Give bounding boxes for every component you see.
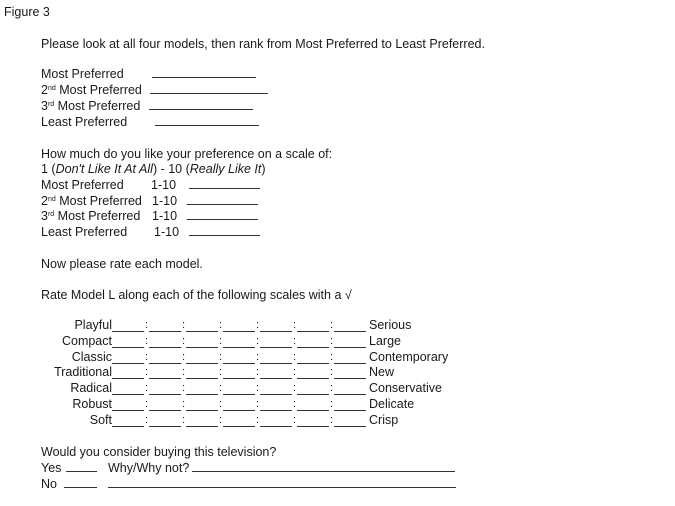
pref-3rd-blank[interactable] — [187, 207, 258, 220]
scale-points — [112, 334, 366, 348]
scale-separator: : — [181, 366, 186, 378]
scale-separator: : — [329, 398, 334, 410]
pref-row-least — [41, 224, 127, 240]
no-blank[interactable] — [64, 475, 97, 488]
scale-point-blank[interactable] — [112, 365, 144, 379]
scale-separator: : — [329, 335, 334, 347]
pref-range: 1-10 — [151, 178, 177, 192]
scale-point-blank[interactable] — [297, 413, 329, 427]
scale-separator: : — [144, 398, 149, 410]
scale-separator: : — [218, 414, 223, 426]
scale-points — [112, 381, 366, 395]
rank-ordinal: 2 — [41, 83, 48, 97]
scale-separator: : — [181, 335, 186, 347]
scale-points — [112, 413, 366, 427]
scale-point-blank[interactable] — [186, 350, 218, 364]
scale-separator: : — [144, 351, 149, 363]
scale-point-blank[interactable] — [334, 413, 366, 427]
scale-point-blank[interactable] — [186, 334, 218, 348]
scale-point-blank[interactable] — [260, 397, 292, 411]
scale-separator: : — [181, 351, 186, 363]
rank-label: Most Preferred — [55, 83, 142, 97]
scale-right-label: Contemporary — [369, 350, 449, 364]
scale-point-blank[interactable] — [112, 318, 144, 332]
pref-range: 1-10 — [152, 209, 178, 223]
scale-separator: : — [181, 398, 186, 410]
scale-points — [112, 397, 366, 411]
scale-point-blank[interactable] — [112, 334, 144, 348]
scale-min-number: 1 — [41, 162, 48, 176]
why-label: Why/Why not? — [108, 461, 190, 475]
scale-point-blank[interactable] — [297, 334, 329, 348]
scale-max-label: Really Like It — [189, 162, 262, 176]
scale-point-blank[interactable] — [297, 397, 329, 411]
scale-separator: : — [218, 351, 223, 363]
rate-instruction: Rate Model L along each of the following scales with a √ — [41, 288, 352, 302]
scale-point-blank[interactable] — [149, 381, 181, 395]
scale-point-blank[interactable] — [334, 365, 366, 379]
scale-points — [112, 318, 366, 332]
scale-point-blank[interactable] — [297, 350, 329, 364]
scale-point-blank[interactable] — [149, 334, 181, 348]
scale-separator: : — [292, 382, 297, 394]
scale-point-blank[interactable] — [223, 413, 255, 427]
scale-row — [40, 334, 460, 350]
pref-2nd-blank[interactable] — [187, 192, 258, 205]
yes-blank[interactable] — [66, 459, 97, 472]
scale-separator: : — [218, 366, 223, 378]
scale-point-blank[interactable] — [334, 350, 366, 364]
rank-3rd-blank[interactable] — [149, 97, 253, 110]
scale-left-label: Radical — [70, 381, 112, 395]
scale-point-blank[interactable] — [260, 350, 292, 364]
scale-separator: : — [181, 382, 186, 394]
scale-left-label: Compact — [61, 334, 112, 348]
scale-left-label: Robust — [72, 397, 112, 411]
scale-point-blank[interactable] — [297, 318, 329, 332]
rate-intro: Now please rate each model. — [41, 257, 203, 271]
why-blank-line-2[interactable] — [108, 475, 456, 488]
scale-separator: : — [255, 414, 260, 426]
scale-point-blank[interactable] — [186, 318, 218, 332]
scale-point-blank[interactable] — [260, 334, 292, 348]
scale-min-label: Don't Like It At All — [55, 162, 153, 176]
scale-separator: : — [144, 319, 149, 331]
scale-right-label: Delicate — [369, 397, 415, 411]
scale-separator: : — [144, 366, 149, 378]
pref-row-2nd — [41, 193, 142, 209]
no-label: No — [41, 477, 57, 491]
rank-row-2nd — [41, 82, 142, 98]
scale-point-blank[interactable] — [186, 365, 218, 379]
scale-point-blank[interactable] — [260, 381, 292, 395]
scale-separator: : — [255, 335, 260, 347]
scale-point-blank[interactable] — [112, 397, 144, 411]
scale-separator: : — [144, 335, 149, 347]
scale-row — [40, 365, 460, 381]
rank-label: Most Preferred — [54, 99, 141, 113]
pref-ordinal-suffix: rd — [47, 211, 55, 218]
yes-label: Yes — [41, 461, 62, 475]
scale-separator: : — [255, 366, 260, 378]
scale-point-blank[interactable] — [334, 334, 366, 348]
pref-least-blank[interactable] — [189, 223, 260, 236]
pref-ordinal-suffix: nd — [47, 196, 56, 203]
purchase-question: Would you consider buying this television? — [41, 445, 277, 459]
scale-point-blank[interactable] — [297, 381, 329, 395]
scale-point-blank[interactable] — [223, 334, 255, 348]
why-blank-line-1[interactable] — [192, 459, 455, 472]
scale-point-blank[interactable] — [260, 413, 292, 427]
scale-point-blank[interactable] — [223, 318, 255, 332]
scale-separator: : — [181, 319, 186, 331]
scale-point-blank[interactable] — [149, 318, 181, 332]
scale-separator: : — [255, 319, 260, 331]
scale-separator: : — [329, 414, 334, 426]
pref-row-most — [41, 177, 124, 193]
scale-point-blank[interactable] — [186, 397, 218, 411]
pref-range: 1-10 — [154, 225, 180, 239]
rank-ordinal-suffix: rd — [47, 101, 55, 108]
scale-row — [40, 350, 460, 366]
scale-point-blank[interactable] — [149, 350, 181, 364]
scale-point-blank[interactable] — [112, 350, 144, 364]
scale-separator: : — [329, 382, 334, 394]
pref-most-blank[interactable] — [189, 176, 260, 189]
scale-point-blank[interactable] — [149, 397, 181, 411]
rank-ordinal: 3 — [41, 99, 48, 113]
scale-row — [40, 318, 460, 334]
scale-right-label: Crisp — [369, 413, 399, 427]
scale-separator: : — [181, 414, 186, 426]
scale-row — [40, 397, 460, 413]
scale-point-blank[interactable] — [334, 318, 366, 332]
scale-left-label: Classic — [71, 350, 112, 364]
scale-separator: : — [255, 398, 260, 410]
scale-separator: : — [329, 319, 334, 331]
scale-separator: : — [292, 414, 297, 426]
scale-left-label: Playful — [74, 318, 112, 332]
scale-point-blank[interactable] — [223, 350, 255, 364]
pref-ordinal: 3 — [41, 209, 48, 223]
pref-label: Least Preferred — [41, 225, 128, 239]
scale-right-label: Large — [369, 334, 401, 348]
pref-row-3rd — [41, 208, 140, 224]
pref-label: Most Preferred — [55, 194, 142, 208]
scale-right-label: New — [369, 365, 395, 379]
scale-separator: : — [218, 319, 223, 331]
pref-ordinal: 2 — [41, 194, 48, 208]
scale-row — [40, 413, 460, 429]
pref-label: Most Preferred — [54, 209, 141, 223]
scale-separator: : — [292, 351, 297, 363]
scale-separator: : — [292, 319, 297, 331]
rank-2nd-blank[interactable] — [150, 81, 268, 94]
rank-ordinal-suffix: nd — [47, 85, 56, 92]
scale-point-blank[interactable] — [223, 381, 255, 395]
rank-label: Least Preferred — [41, 115, 128, 129]
scale-left-label: Soft — [89, 413, 112, 427]
scale-point-blank[interactable] — [112, 381, 144, 395]
scale-separator: : — [255, 382, 260, 394]
scale-separator: : — [329, 366, 334, 378]
scale-separator: : — [144, 382, 149, 394]
scale-point-blank[interactable] — [112, 413, 144, 427]
preference-scale-description: 1 (Don't Like It At All) - 10 (Really Like It) — [41, 162, 266, 176]
scale-separator: : — [292, 398, 297, 410]
scale-points — [112, 350, 366, 364]
pref-range: 1-10 — [152, 194, 178, 208]
scale-points — [112, 365, 366, 379]
scale-point-blank[interactable] — [260, 318, 292, 332]
rank-least-blank[interactable] — [155, 113, 259, 126]
scale-point-blank[interactable] — [223, 397, 255, 411]
scale-point-blank[interactable] — [149, 413, 181, 427]
rank-label: Most Preferred — [41, 67, 124, 81]
rank-most-blank[interactable] — [152, 65, 256, 78]
scale-separator: : — [218, 398, 223, 410]
scale-point-blank[interactable] — [260, 365, 292, 379]
scale-point-blank[interactable] — [334, 397, 366, 411]
scale-right-label: Serious — [369, 318, 412, 332]
scale-point-blank[interactable] — [186, 381, 218, 395]
pref-label: Most Preferred — [41, 178, 124, 192]
ranking-instruction: Please look at all four models, then rank from Most Preferred to Least Preferred. — [41, 37, 485, 51]
scale-separator: : — [292, 335, 297, 347]
scale-point-blank[interactable] — [334, 381, 366, 395]
scale-separator: : — [255, 351, 260, 363]
scale-separator: : — [144, 414, 149, 426]
figure-label: Figure 3 — [4, 5, 50, 19]
rank-row-least — [41, 114, 127, 130]
scale-separator: : — [329, 351, 334, 363]
rank-row-most — [41, 66, 124, 82]
scale-separator: : — [218, 382, 223, 394]
scale-separator: : — [218, 335, 223, 347]
scale-right-label: Conservative — [369, 381, 442, 395]
preference-question: How much do you like your preference on a scale of: — [41, 147, 333, 161]
scale-point-blank[interactable] — [186, 413, 218, 427]
scale-separator: - 10 — [157, 162, 186, 176]
scale-row — [40, 381, 460, 397]
scale-point-blank[interactable] — [149, 365, 181, 379]
scale-separator: : — [292, 366, 297, 378]
scale-left-label: Traditional — [54, 365, 112, 379]
rank-row-3rd — [41, 98, 140, 114]
scale-point-blank[interactable] — [297, 365, 329, 379]
scale-point-blank[interactable] — [223, 365, 255, 379]
